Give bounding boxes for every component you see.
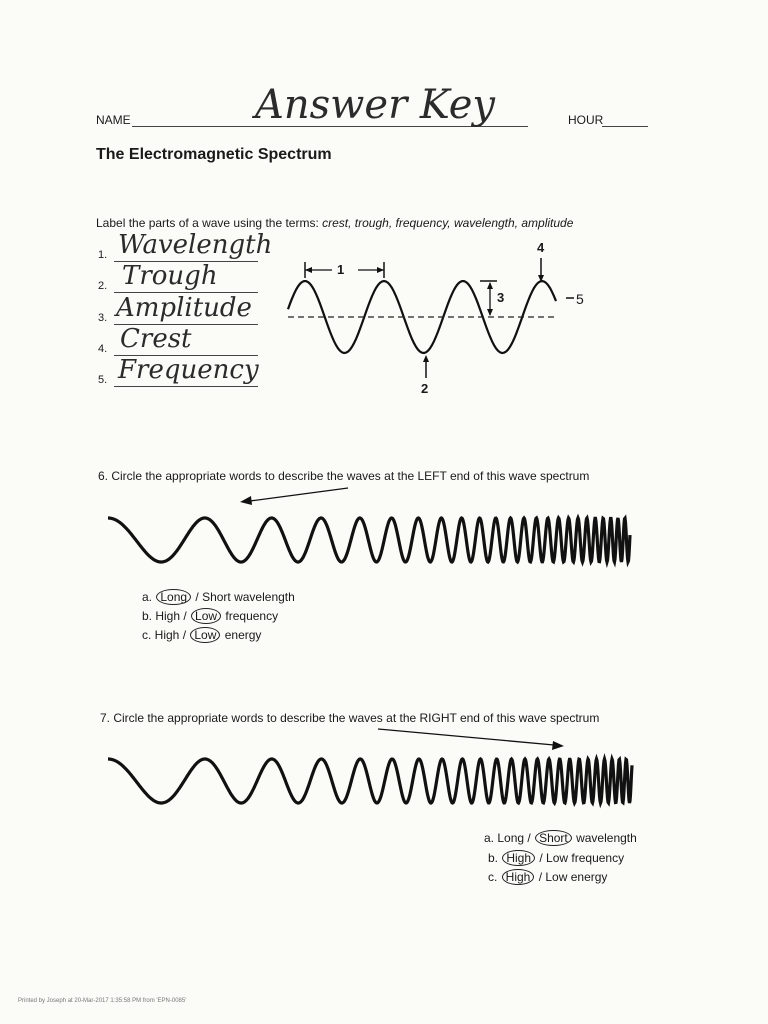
instruction-prefix: Label the parts of a wave using the terms: — [96, 216, 323, 230]
left-arrowhead — [240, 496, 252, 505]
q6-b-separator: / — [180, 609, 191, 623]
q6-b-choice-low[interactable]: Low — [191, 608, 221, 624]
left-direction-arrow — [250, 488, 348, 501]
q6-option-a — [142, 589, 295, 605]
diagram-label-5: 5 — [576, 291, 584, 307]
amplitude-arrowhead-top — [487, 282, 493, 289]
wavelength-arrowhead-right — [377, 267, 384, 273]
q7-b-suffix: frequency — [568, 851, 625, 865]
q7-b-prefix: b. — [488, 851, 502, 865]
answer-number-2: 2. — [98, 280, 108, 292]
answer-frequency: Frequency — [118, 355, 259, 385]
q6-c-choice-high[interactable]: High — [154, 628, 180, 642]
q6-a-prefix: a. — [142, 590, 156, 604]
q7-b-choice-high[interactable]: High — [502, 850, 535, 866]
question-6-prompt: 6. Circle the appropriate words to describe the waves at the LEFT end of this wave spectrum — [98, 469, 590, 483]
q6-c-prefix: c. — [142, 628, 155, 642]
q6-c-choice-low[interactable]: Low — [190, 627, 220, 643]
q7-a-separator: / — [524, 831, 535, 845]
answer-crest: Crest — [120, 324, 192, 354]
spectrum-wave-left — [108, 518, 630, 562]
q7-a-choice-long[interactable]: Long — [497, 831, 525, 845]
q6-c-suffix: energy — [221, 628, 262, 642]
spectrum-wave-right — [108, 759, 632, 803]
page-title: The Electromagnetic Spectrum — [96, 146, 332, 163]
answer-trough: Trough — [122, 261, 218, 291]
q6-b-suffix: frequency — [222, 609, 279, 623]
answer-key-handwritten: Answer Key — [255, 82, 495, 128]
q7-a-prefix: a. — [484, 831, 498, 845]
instruction-terms: crest, trough, frequency, wavelength, amplitude — [322, 216, 574, 230]
q7-c-suffix: energy — [567, 870, 608, 884]
diagram-label-1: 1 — [337, 262, 345, 277]
answer-number-5: 5. — [98, 374, 108, 386]
q7-a-choice-short[interactable]: Short — [535, 830, 572, 846]
q6-option-c — [142, 627, 261, 643]
q6-a-choice-short[interactable]: Short — [202, 590, 231, 604]
q7-b-choice-low[interactable]: Low — [546, 851, 569, 865]
q7-c-prefix: c. — [488, 870, 501, 884]
q6-a-separator: / — [192, 590, 203, 604]
answer-amplitude: Amplitude — [116, 293, 252, 323]
print-footer: Printed by Joseph at 20-Mar-2017 1:35:58 PM from 'EPN-0085' — [18, 998, 187, 1004]
q6-a-choice-long[interactable]: Long — [156, 589, 191, 605]
q6-b-prefix: b. — [142, 609, 156, 623]
answer-number-3: 3. — [98, 312, 108, 324]
answer-number-4: 4. — [98, 343, 108, 355]
question-7-prompt: 7. Circle the appropriate words to describe the waves at the RIGHT end of this wave spectrum — [100, 711, 600, 725]
right-direction-arrow — [378, 729, 554, 745]
q6-c-separator: / — [179, 628, 190, 642]
q7-c-choice-low[interactable]: Low — [545, 870, 568, 884]
right-arrowhead — [552, 741, 564, 750]
answer-number-1: 1. — [98, 249, 108, 261]
q6-b-choice-high[interactable]: High — [155, 609, 181, 623]
q7-option-c — [488, 869, 607, 885]
q7-option-b — [488, 850, 624, 866]
q7-b-separator: / — [536, 851, 547, 865]
name-label: NAME — [96, 113, 131, 127]
hour-label: HOUR — [568, 113, 604, 127]
q7-c-separator: / — [535, 870, 546, 884]
wavelength-arrowhead-left — [305, 267, 312, 273]
q7-c-choice-high[interactable]: High — [502, 869, 535, 885]
q7-a-suffix: wavelength — [572, 831, 637, 845]
amplitude-arrowhead-bottom — [487, 309, 493, 316]
q6-option-b — [142, 608, 278, 624]
q6-a-suffix: wavelength — [230, 590, 295, 604]
diagram-label-3: 3 — [497, 290, 505, 305]
trough-arrowhead — [423, 355, 429, 362]
diagram-label-2: 2 — [421, 381, 429, 396]
diagram-label-4: 4 — [537, 240, 545, 255]
q7-option-a — [484, 830, 637, 846]
answer-wavelength: Wavelength — [118, 230, 273, 260]
